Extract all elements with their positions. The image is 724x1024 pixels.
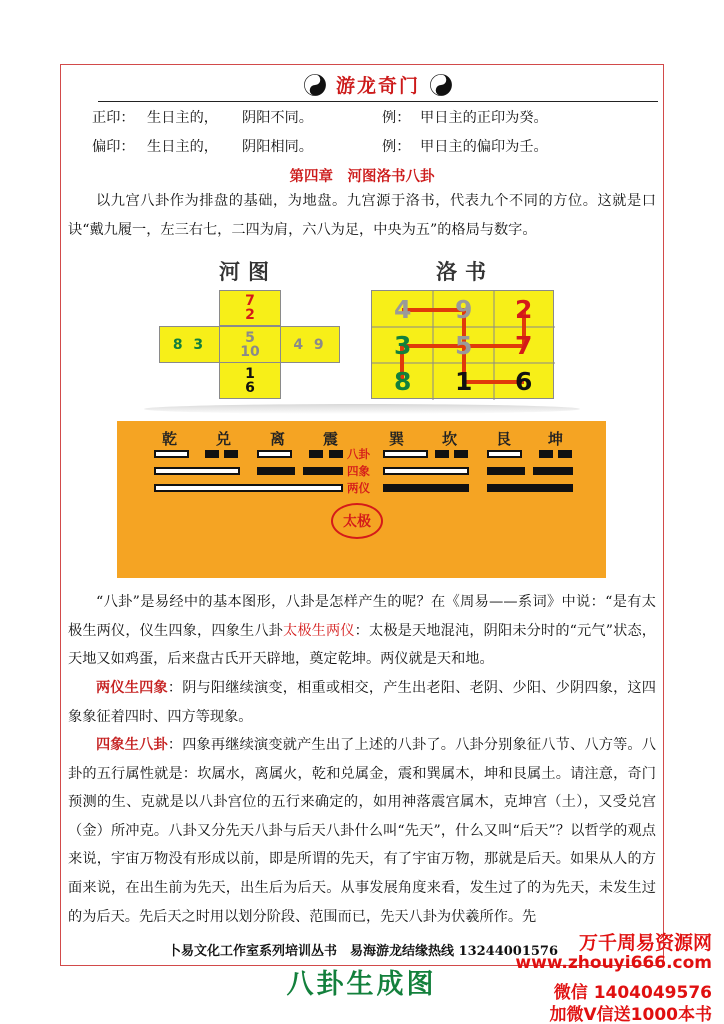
yang-line xyxy=(257,450,292,458)
definition-term: 正印： xyxy=(92,110,135,126)
page-header xyxy=(98,68,658,102)
yang-line xyxy=(154,467,240,475)
trigram-name: 坎 xyxy=(442,430,458,448)
trigram-name: 巽 xyxy=(389,430,405,448)
hetu-number: 10 xyxy=(240,343,260,360)
diagram-shadow xyxy=(144,404,580,414)
yang-line xyxy=(154,450,189,458)
hetu-caption: 河图 xyxy=(219,260,277,284)
paragraph-text: ：太极是天地混沌，阴阳未分时的“元气”状态，天地又如鸡蛋，后来盘古氏开天辟地，奠定乾坤。两仪就是天和地。 xyxy=(68,622,656,668)
yin-line xyxy=(205,450,219,458)
yin-line xyxy=(435,450,449,458)
luoshu-number: 6 xyxy=(515,367,533,396)
page-footer: 卜易文化工作室系列培训丛书 易海游龙结缘热线 13244001576 xyxy=(168,944,559,959)
taiji-circle xyxy=(331,503,383,539)
yin-line xyxy=(558,450,572,458)
yang-line xyxy=(487,450,522,458)
example-label: 例： xyxy=(382,139,411,155)
yin-line xyxy=(539,450,553,458)
hetu-center-cell xyxy=(219,326,281,363)
yin-line xyxy=(487,467,525,475)
hetu-top-cell xyxy=(219,290,281,326)
luoshu-grid xyxy=(371,290,554,399)
paragraph-eight-trigrams xyxy=(68,731,656,931)
luoshu-number: 1 xyxy=(455,367,473,396)
trigram-name: 震 xyxy=(323,430,339,448)
definition-subject: 生日主的， xyxy=(147,139,218,155)
example-label: 例： xyxy=(382,110,411,126)
yin-line xyxy=(487,484,573,492)
yin-line xyxy=(257,467,295,475)
watermark-line: 微信 1404049576 xyxy=(553,983,712,1003)
yin-yang-icon xyxy=(430,74,452,96)
trigram-name: 兑 xyxy=(216,430,232,448)
level-label: 两仪 xyxy=(347,481,370,495)
luoshu-number: 9 xyxy=(455,295,473,324)
yin-line xyxy=(533,467,573,475)
level-label: 八卦 xyxy=(347,447,370,461)
level-label: 四象 xyxy=(347,464,370,478)
taiji-label: 太极 xyxy=(343,514,371,530)
luoshu-caption: 洛书 xyxy=(436,260,494,284)
hetu-right-cell xyxy=(280,326,340,363)
definition-example: 甲日主的偏印为壬。 xyxy=(420,139,548,155)
intro-paragraph: 以九宫八卦作为排盘的基础，为地盘。九宫源于洛书，代表九个不同的方位。这就是口诀“戴九履一，左三右七，二四为肩，六八为足，中央为五”的格局与数字。 xyxy=(68,193,656,238)
hetu-number: 1 xyxy=(245,365,255,382)
highlight-term: 两仪生四象 xyxy=(96,680,168,696)
yang-line xyxy=(154,484,343,492)
yin-line xyxy=(309,450,323,458)
trigram-name: 坤 xyxy=(548,430,564,448)
paragraph-bagua-origin xyxy=(68,588,656,674)
watermark-line: 加微V信送1000本书 xyxy=(549,1005,712,1024)
paragraph-four-images xyxy=(68,674,656,731)
hetu-number: 8 3 xyxy=(172,336,207,353)
watermark-line: 万千周易资源网 xyxy=(578,932,712,954)
definition-relation: 阴阳相同。 xyxy=(242,139,313,155)
hetu-left-cell xyxy=(159,326,220,363)
definition-subject: 生日主的， xyxy=(147,110,218,126)
hetu-number: 5 xyxy=(245,329,255,346)
highlight-term: 四象生八卦 xyxy=(96,737,168,753)
paragraph-text: ：阴与阳继续演变，相重或相交，产生出老阳、老阴、少阳、少阴四象，这四象象征着四时、四方等现象。 xyxy=(68,680,656,725)
luoshu-number: 7 xyxy=(515,331,533,360)
yang-line xyxy=(383,467,469,475)
watermark-line: www.zhouyi666.com xyxy=(515,953,712,973)
yin-line xyxy=(329,450,343,458)
luoshu-number: 3 xyxy=(394,331,412,360)
hetu-bottom-cell xyxy=(219,362,281,399)
definition-relation: 阴阳不同。 xyxy=(242,110,313,126)
chapter-title: 第四章 河图洛书八卦 xyxy=(289,168,435,185)
luoshu-number: 2 xyxy=(515,295,533,324)
trigram-name: 乾 xyxy=(162,430,178,448)
yang-line xyxy=(383,450,428,458)
hetu-number: 7 xyxy=(245,293,255,309)
luoshu-number: 5 xyxy=(455,331,473,360)
luoshu-number: 8 xyxy=(394,367,412,396)
paragraph-text: ：四象再继续演变就产生出了上述的八卦了。八卦分别象征八节、八方等。八卦的五行属性就是：坎属水，离属火，乾和兑属金，震和巽属木，坤和艮属土。请注意，奇门预测的生、克就是以八卦宫位的五行来确定的，如用神落震宫属木，克坤宫（土），又受兑宫（金）所冲克。八卦又分先天八卦与后天八卦什么叫“先天”，什么又叫“后天”？以哲学的观点来说，宇宙万物没有形成以前，即是所谓的先天，有了宇宙万物，那就是后天。如果从人的方面来说，在出生前为先天，出生后为后天。从事发展角度来看，发生过了的为先天，未发生过的为后天。先后天之时用以划分阶段、范围而已，先天八卦为伏羲所作。先 xyxy=(68,737,656,925)
hetu-number: 6 xyxy=(245,379,255,396)
yin-line xyxy=(303,467,343,475)
yin-line xyxy=(454,450,468,458)
luoshu-number: 4 xyxy=(394,295,412,324)
highlight-term: 太极生两仪 xyxy=(283,622,355,639)
hetu-number: 4 9 xyxy=(293,336,327,353)
bagua-title: 八卦生成图 xyxy=(286,969,437,1000)
hetu-number: 2 xyxy=(245,307,255,323)
paragraph-text: “八卦”是易经中的基本图形，八卦是怎样产生的呢？在《周易——系词》中说：“是有太极生两仪，仪生四象，四象生八卦 xyxy=(68,594,656,639)
definition-term: 偏印： xyxy=(92,139,135,155)
definition-example: 甲日主的正印为癸。 xyxy=(420,110,548,126)
brand-title: 游龙奇门 xyxy=(335,75,420,97)
trigram-name: 艮 xyxy=(496,430,512,448)
yin-line xyxy=(224,450,238,458)
trigram-name: 离 xyxy=(270,430,286,448)
yin-line xyxy=(383,484,469,492)
yin-yang-icon xyxy=(304,74,326,96)
